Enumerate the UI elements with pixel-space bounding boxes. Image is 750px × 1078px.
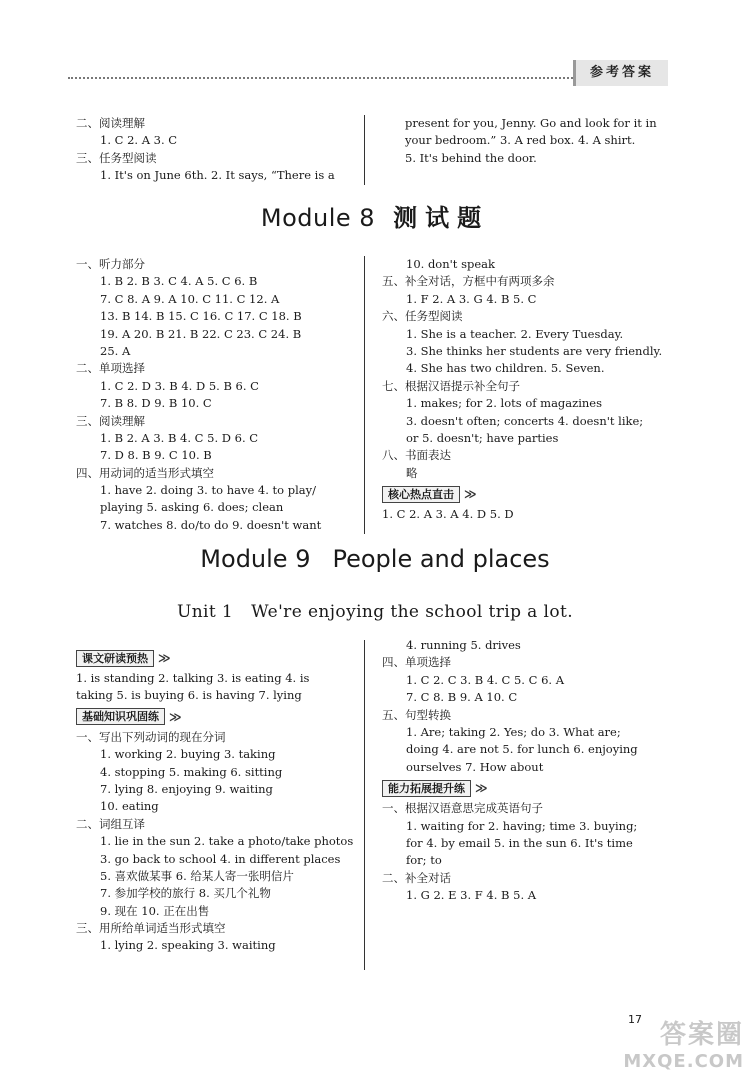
section-tag: 核心热点直击	[382, 486, 460, 503]
module-9-label: Module 9	[200, 545, 311, 573]
chevron-right-icon: ≫	[169, 709, 182, 724]
section-heading: 六、任务型阅读	[382, 309, 463, 324]
answer-line: 1. C 2. D 3. B 4. D 5. B 6. C	[100, 378, 259, 393]
answer-line: 10. don't speak	[406, 257, 495, 271]
answer-line: 1. Are; taking 2. Yes; do 3. What are;	[406, 724, 621, 739]
answer-line: 1. B 2. B 3. C 4. A 5. C 6. B	[100, 274, 258, 289]
answer-line: present for you, Jenny. Go and look for it in	[405, 116, 657, 130]
answer-line: 5. It's behind the door.	[405, 150, 537, 165]
module-9-right-column	[382, 637, 672, 904]
answer-line: 7. B 8. D 9. B 10. C	[100, 396, 212, 411]
section-heading: 七、根据汉语提示补全句子	[382, 378, 520, 393]
top-left-column	[76, 115, 356, 185]
section-heading: 二、阅读理解	[76, 116, 145, 130]
answer-line: 1. C 2. C 3. B 4. C 5. C 6. A	[406, 672, 564, 687]
answer-line: 7. 参加学校的旅行 8. 买几个礼物	[100, 886, 271, 901]
answer-line: 1. B 2. A 3. B 4. C 5. D 6. C	[100, 430, 259, 445]
module-8-label: Module 8	[260, 204, 376, 232]
section-tag: 课文研读预热	[76, 650, 154, 667]
answer-line: 3. go back to school 4. in different places	[100, 851, 341, 866]
unit-1-title	[0, 602, 750, 622]
module-9-subtitle: People and places	[332, 545, 550, 573]
watermark-logo	[623, 1014, 744, 1072]
column-divider	[364, 640, 365, 970]
answer-line: 1. lie in the sun 2. take a photo/take photos	[100, 834, 354, 849]
section-heading: 五、句型转换	[382, 707, 451, 722]
answer-line: 1. waiting for 2. having; time 3. buying;	[406, 818, 638, 833]
answer-line: 7. D 8. B 9. C 10. B	[100, 448, 212, 463]
section-heading: 八、书面表达	[382, 448, 451, 463]
module-8-subtitle: 测试题	[393, 203, 490, 232]
top-right-column	[405, 115, 675, 167]
section-tag-row	[76, 705, 360, 729]
section-heading: 三、任务型阅读	[76, 150, 157, 165]
section-tag-row	[382, 482, 672, 506]
answer-line: 1. C 2. A 3. A 4. D 5. D	[382, 507, 514, 522]
chevron-right-icon: ≫	[158, 651, 171, 665]
answer-line: 1. F 2. A 3. G 4. B 5. C	[406, 291, 537, 306]
module-9-title	[0, 545, 750, 573]
answer-line: playing 5. asking 6. does; clean	[100, 500, 284, 515]
header-tab: 参考答案	[573, 60, 668, 86]
answer-line: 9. 现在 10. 正在出售	[100, 903, 210, 918]
section-heading: 二、单项选择	[76, 361, 145, 376]
section-heading: 二、词组互译	[76, 816, 145, 831]
section-heading: 三、用所给单词适当形式填空	[76, 921, 226, 936]
answer-line: 7. C 8. A 9. A 10. C 11. C 12. A	[100, 291, 280, 306]
answer-line: 4. running 5. drives	[406, 638, 521, 652]
section-heading: 四、用动词的适当形式填空	[76, 465, 214, 480]
section-heading: 二、补全对话	[382, 870, 451, 885]
header-dotted-rule	[68, 77, 652, 79]
watermark-url: MXQE.COM	[623, 1051, 744, 1072]
answer-line: 4. She has two children. 5. Seven.	[406, 361, 605, 376]
answer-line: 1. is standing 2. talking 3. is eating 4. is	[76, 671, 310, 685]
chevron-right-icon: ≫	[475, 781, 488, 796]
answer-line: 10. eating	[100, 799, 159, 814]
answer-line: 3. She thinks her students are very friendly.	[406, 343, 663, 358]
answer-line: ourselves 7. How about	[406, 759, 544, 774]
module-9-left-column	[76, 646, 360, 955]
section-tag: 基础知识巩固练	[76, 708, 165, 725]
answer-line: 1. She is a teacher. 2. Every Tuesday.	[406, 326, 624, 341]
answer-line: 1. C 2. A 3. C	[100, 133, 178, 148]
answer-line: 5. 喜欢做某事 6. 给某人寄一张明信片	[100, 868, 294, 883]
section-heading: 五、补全对话，方框中有两项多余	[382, 274, 555, 289]
module-8-title	[0, 198, 750, 233]
section-heading: 四、单项选择	[382, 655, 451, 670]
answer-line: for; to	[406, 853, 442, 868]
answer-line: 略	[406, 465, 418, 480]
answer-line: 19. A 20. B 21. B 22. C 23. C 24. B	[100, 326, 302, 341]
page-number: 17	[628, 1013, 642, 1026]
answer-line: 3. doesn't often; concerts 4. doesn't like;	[406, 413, 644, 428]
answer-line: 7. C 8. B 9. A 10. C	[406, 690, 518, 705]
module-8-right-column	[382, 256, 672, 523]
section-heading: 一、听力部分	[76, 257, 145, 271]
answer-line: 1. It's on June 6th. 2. It says, “There is a	[100, 168, 335, 183]
column-divider	[364, 256, 365, 534]
answer-line: for 4. by email 5. in the sun 6. It's time	[406, 835, 633, 850]
answer-line: 4. stopping 5. making 6. sitting	[100, 764, 283, 779]
section-heading: 一、根据汉语意思完成英语句子	[382, 801, 543, 816]
section-tag-row	[76, 646, 360, 670]
answer-line: your bedroom.” 3. A red box. 4. A shirt.	[405, 133, 636, 148]
answer-line: 1. working 2. buying 3. taking	[100, 747, 276, 762]
section-tag-row	[382, 776, 672, 800]
answer-line: or 5. doesn't; have parties	[406, 430, 559, 445]
answer-line: doing 4. are not 5. for lunch 6. enjoying	[406, 742, 638, 757]
answer-line: 1. have 2. doing 3. to have 4. to play/	[100, 483, 317, 498]
section-heading: 三、阅读理解	[76, 413, 145, 428]
unit-label: Unit 1	[176, 602, 234, 622]
answer-line: 7. watches 8. do/to do 9. doesn't want	[100, 517, 322, 532]
watermark-text: 答案圈	[659, 1020, 744, 1050]
section-heading: 一、写出下列动词的现在分词	[76, 729, 226, 744]
answer-line: 7. lying 8. enjoying 9. waiting	[100, 781, 273, 796]
unit-heading: We're enjoying the school trip a lot.	[251, 602, 574, 622]
chevron-right-icon: ≫	[464, 487, 477, 502]
module-8-left-column	[76, 256, 360, 534]
answer-line: 1. makes; for 2. lots of magazines	[406, 396, 602, 411]
answer-line: 1. lying 2. speaking 3. waiting	[100, 938, 276, 953]
section-tag: 能力拓展提升练	[382, 780, 471, 797]
column-divider	[364, 115, 365, 185]
answer-line: 25. A	[100, 343, 131, 358]
answer-line: 13. B 14. B 15. C 16. C 17. C 18. B	[100, 309, 302, 324]
answer-line: 1. G 2. E 3. F 4. B 5. A	[406, 888, 537, 903]
answer-line: taking 5. is buying 6. is having 7. lying	[76, 688, 302, 703]
